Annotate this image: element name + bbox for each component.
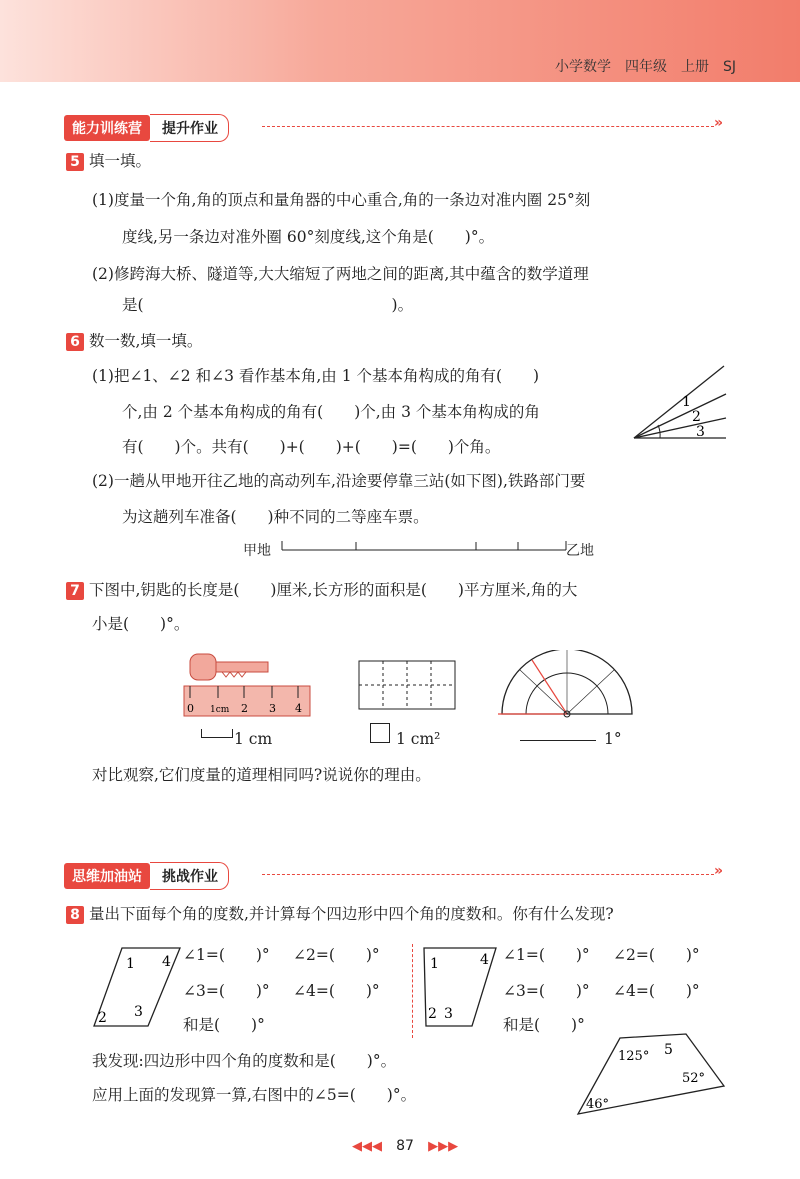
section-badge: 能力训练营: [64, 115, 150, 141]
right-sum: 和是( )°: [503, 1016, 585, 1034]
angle-label: 3: [134, 1004, 143, 1020]
angle-label: 2: [692, 409, 701, 425]
page-number: 87: [396, 1138, 414, 1154]
section-title-1: [64, 114, 229, 142]
q6-text: 为这趟列车准备( )种不同的二等座车票。: [122, 508, 429, 526]
unit-square-icon: [370, 723, 390, 743]
angle-label: 2: [98, 1010, 107, 1026]
right-angle-4: ∠4=( )°: [613, 982, 700, 1000]
ruler-tick: 4: [295, 702, 302, 715]
angle-label: 125°: [618, 1049, 650, 1064]
q6-text: (2)一趟从甲地开往乙地的高动列车,沿途要停靠三站(如下图),铁路部门要: [92, 472, 586, 490]
question-number: 7: [66, 582, 84, 600]
angle-label: 46°: [586, 1097, 610, 1112]
line-start-label: 甲地: [243, 543, 271, 559]
question-6-title: [66, 330, 202, 352]
key-ruler-figure: [182, 646, 314, 718]
question-number: 5: [66, 153, 84, 171]
q8-apply: 应用上面的发现算一算,右图中的∠5=( )°。: [92, 1086, 417, 1104]
question-8-text: [66, 903, 614, 925]
angle-label: 4: [480, 952, 489, 968]
angle-label: 52°: [682, 1071, 706, 1086]
question-number: 6: [66, 333, 84, 351]
quadrilateral-figure: [574, 1028, 730, 1120]
q8-line: 量出下面每个角的度数,并计算每个四边形中四个角的度数和。你有什么发现?: [88, 905, 614, 923]
section-subtitle: 提升作业: [150, 114, 229, 142]
term: 上册: [680, 59, 709, 75]
q5-text: (1)度量一个角,角的顶点和量角器的中心重合,角的一条边对准内圈 25°刻: [92, 191, 591, 209]
angle-label: 1: [430, 956, 439, 972]
left-angle-2: ∠2=( )°: [293, 946, 380, 964]
right-arrows-icon: ▶▶▶: [428, 1139, 459, 1154]
question-7-text: [66, 579, 577, 601]
unit-angle-label: 1°: [604, 730, 622, 748]
q5-text: 度线,另一条边对准外圈 60°刻度线,这个角是( )°。: [122, 228, 495, 246]
unit-angle-icon: [520, 740, 596, 741]
q5-text: (2)修跨海大桥、隧道等,大大缩短了两地之间的距离,其中蕴含的数学道理: [92, 265, 589, 283]
section-divider: [262, 874, 714, 875]
q6-text: (1)把∠1、∠2 和∠3 看作基本角,由 1 个基本角构成的角有( ): [92, 367, 540, 385]
line-end-label: 乙地: [566, 543, 594, 559]
section-badge: 思维加油站: [64, 863, 150, 889]
q7-question: 对比观察,它们度量的道理相同吗?说说你的理由。: [92, 766, 431, 784]
angle-label: 3: [696, 424, 705, 440]
right-angle-2: ∠2=( )°: [613, 946, 700, 964]
column-divider: [412, 944, 413, 1038]
left-arrows-icon: ◀◀◀: [352, 1139, 382, 1154]
left-angle-1: ∠1=( )°: [183, 946, 270, 964]
left-angle-3: ∠3=( )°: [183, 982, 270, 1000]
q8-finding: 我发现:四边形中四个角的度数和是( )°。: [92, 1052, 397, 1070]
book-info: [541, 56, 736, 76]
q7-line: 下图中,钥匙的长度是( )厘米,长方形的面积是( )平方厘米,角的大: [88, 581, 578, 599]
section-title-2: [64, 862, 229, 890]
angle-label: 5: [664, 1042, 673, 1058]
q7-text: 小是( )°。: [92, 615, 190, 633]
grid-rectangle-figure: [358, 660, 458, 712]
unit-length-label: 1 cm: [234, 730, 273, 748]
unit-area-label: 1 cm²: [396, 730, 441, 748]
angle-label: 1: [682, 394, 691, 410]
q6-text: 有( )个。共有( )+( )+( )=( )个角。: [122, 438, 501, 456]
question-5-title: [66, 150, 151, 172]
unit-length-icon: [201, 729, 233, 738]
left-sum: 和是( )°: [183, 1016, 265, 1034]
subject: 小学数学: [554, 59, 611, 75]
double-arrow-icon: »: [714, 115, 724, 131]
grade: 四年级: [624, 59, 667, 75]
protractor-figure: [496, 650, 638, 720]
angle-label: 4: [162, 954, 171, 970]
angle-label: 2: [428, 1006, 437, 1022]
right-angle-1: ∠1=( )°: [503, 946, 590, 964]
question-title: 填一填。: [88, 152, 151, 170]
ruler-tick: 1cm: [210, 705, 230, 715]
q5-text: 是( )。: [122, 296, 414, 314]
footer-nav: [352, 1138, 458, 1154]
edition: SJ: [722, 59, 736, 75]
question-title: 数一数,填一填。: [88, 332, 203, 350]
route-line: [280, 538, 570, 554]
right-angle-3: ∠3=( )°: [503, 982, 590, 1000]
angle-label: 3: [444, 1006, 453, 1022]
q6-text: 个,由 2 个基本角构成的角有( )个,由 3 个基本角构成的角: [122, 403, 540, 421]
left-angle-4: ∠4=( )°: [293, 982, 380, 1000]
trapezoid-figure: [420, 944, 504, 1030]
section-subtitle: 挑战作业: [150, 862, 229, 890]
section-divider: [262, 126, 714, 127]
ruler-tick: 2: [241, 702, 248, 715]
ruler-tick: 3: [269, 702, 276, 715]
double-arrow-icon: »: [714, 863, 724, 879]
ruler-tick: 0: [187, 702, 194, 715]
angle-label: 1: [126, 956, 135, 972]
parallelogram-figure: [90, 944, 184, 1030]
question-number: 8: [66, 906, 84, 924]
angle-diagram: [630, 362, 730, 442]
